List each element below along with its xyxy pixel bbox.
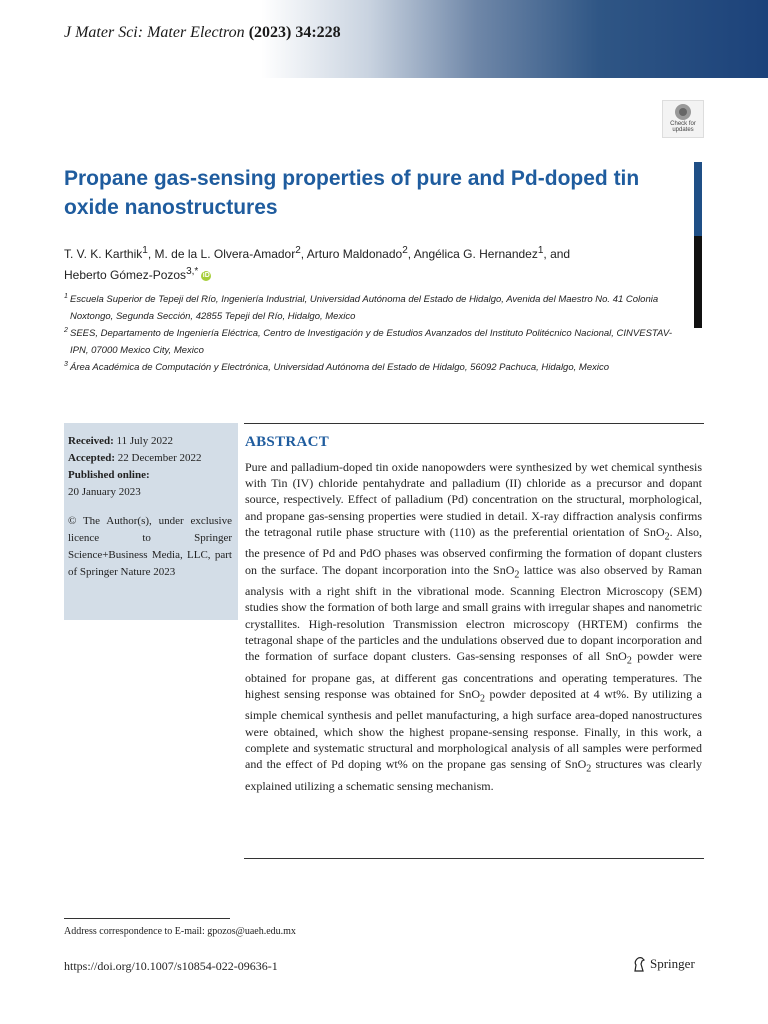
abstract-text: lattice was also observed by Raman analysis with a right shift in the vibrational mode. Scanning Electron Microscopy (SEM) studies show the formation of both large and small grains with irregular shapes and nanometric crystallites. High-resolution Transmission electron microscopy (HRTEM) confirms the tetragonal shape of the particles and the undulations observed due to dopant incorporation and the formation of surface dopant clusters. Gas-sensing responses of all — [245, 562, 703, 664]
author-aff: 3,* — [186, 266, 199, 277]
formula-sub: 2 — [664, 531, 670, 543]
journal-name: J Mater Sci: Mater Electron — [64, 24, 245, 41]
affiliation-item — [64, 359, 684, 376]
copyright-notice: © The Author(s), under exclusive licence to Springer Science+Business Media, LLC, part of Springer Nature 2023 — [68, 515, 232, 578]
author-aff: 1 — [142, 245, 148, 256]
abstract-text: Pure and palladium-doped tin oxide nanopowders were synthesized by wet chemical synthesis with Tin (IV) chloride pentahydrate and palladium (II) chloride as a precursor and dopant source, respectively. Effect of palladium (Pd) concentration on the structural, morphological, and propane gas-sensing properties were studied in detail. X-ray diffraction analysis confirms the tetragonal rutile phase structure with (110) as the preferential orientation of — [245, 460, 702, 539]
formula-sub: 2 — [514, 569, 520, 580]
author-name: M. de la L. Olvera-Amador — [154, 247, 296, 261]
abstract-top-rule — [244, 423, 704, 424]
received-label: Received: — [68, 435, 114, 447]
side-accent-black — [694, 236, 702, 328]
affiliation-item — [64, 291, 684, 325]
formula: SnO — [493, 562, 515, 577]
abstract-text: powder deposited at 4 wt%. By utilizing a simple chemical synthesis and pellet manufacturing, a high surface area-doped nanostructures were obtained, which show the highest propane-sensing response. Finally, in this work, a complete and systematic structural and morphological analysis of all samples were performed and the effect of Pd doping wt% on the propane gas sensing of — [245, 686, 703, 772]
affiliation-text: Escuela Superior de Tepeji del Río, Ingeniería Industrial, Universidad Autónoma del Estado de Hidalgo, Avenida del Maestro No. 41 Colonia Noxtongo, Segunda Sección, 42855 Tepeji del Río, Hidalgo, Mexico — [70, 294, 659, 322]
affiliations — [64, 291, 684, 376]
affiliation-text: SEES, Departamento de Ingeniería Eléctrica, Centro de Investigación y de Estudios Avanzados del Instituto Politécnico Nacional, CINVESTAV-IPN, 07000 Mexico City, Mexico — [70, 328, 672, 356]
orcid-icon[interactable]: iD — [202, 271, 210, 279]
journal-volume: (2023) 34:228 — [248, 24, 341, 41]
check-updates-icon — [675, 104, 691, 120]
and-text: and — [550, 247, 571, 261]
author-name: Heberto Gómez-Pozos — [64, 268, 187, 282]
author-name: Angélica G. Hernandez — [413, 247, 538, 261]
abstract-text: structures was clearly explained utilizing a schematic sensing mechanism. — [245, 757, 702, 793]
dates-box — [64, 423, 238, 620]
abstract-text: . Also, the presence of Pd and PdO phases was observed confirming the formation of dopant clusters on the surface. The dopant incorporation into the — [245, 524, 703, 577]
published-label: Published online: — [68, 469, 150, 481]
affiliation-num: 1 — [64, 293, 68, 300]
side-accent-blue — [694, 162, 702, 236]
abstract-body — [245, 459, 702, 794]
formula: SnO — [605, 649, 627, 664]
formula: SnO — [458, 686, 481, 701]
publisher-name: Springer — [650, 956, 695, 971]
author-aff: 2 — [402, 245, 408, 256]
check-for-updates-button[interactable] — [662, 100, 704, 138]
doi-link[interactable]: https://doi.org/10.1007/s10854-022-09636-1 — [64, 959, 278, 973]
received-line — [68, 433, 232, 450]
formula-sub: 2 — [480, 693, 486, 705]
springer-horse-icon — [632, 956, 646, 972]
formula-sub: 2 — [626, 655, 632, 667]
footnote-rule — [64, 918, 230, 919]
published-date: 20 January 2023 — [68, 486, 141, 498]
correspondence-note: Address correspondence to E-mail: gpozos@uaeh.edu.mx — [64, 926, 296, 937]
author-list: T. V. K. Karthik$^1$, M. de la L. Olvera-Amador$^2$, Arturo Maldonado$^2$, Angélica G. Hernandez$^1$, and Heberto Gómez-Pozos$^{3,*}$ iD — [64, 245, 571, 282]
affiliation-item — [64, 325, 684, 359]
accepted-line — [68, 450, 232, 467]
formula: SnO — [564, 757, 587, 772]
abstract-text: powder were obtained for propane gas, at different gas concentrations and operating temperatures. The highest sensing response was obtained for — [245, 649, 702, 701]
formula: SnO — [643, 524, 665, 539]
author-name: T. V. K. Karthik — [64, 247, 143, 261]
author-name: Arturo Maldonado — [306, 247, 403, 261]
received-date: 11 July 2022 — [116, 435, 173, 447]
accepted-label: Accepted: — [68, 452, 116, 464]
author-aff: 1 — [537, 245, 544, 256]
affiliation-text: Área Académica de Computación y Electrónica, Universidad Autónoma del Estado de Hidalgo, 56092 Pachuca, Hidalgo, Mexico — [70, 362, 609, 373]
abstract-heading: ABSTRACT — [245, 434, 330, 450]
journal-citation — [64, 24, 341, 42]
article-title: Propane gas-sensing properties of pure and Pd-doped tin oxide nanostructures — [64, 167, 640, 219]
check-updates-label: Check for updates — [670, 121, 696, 133]
affiliation-num: 2 — [64, 327, 68, 334]
affiliation-num: 3 — [64, 361, 68, 368]
springer-logo — [632, 956, 695, 972]
abstract-bottom-rule — [244, 858, 704, 859]
published-line — [68, 467, 232, 484]
formula-sub: 2 — [586, 763, 592, 775]
accepted-date: 22 December 2022 — [117, 452, 202, 464]
author-aff: 2 — [295, 245, 301, 256]
